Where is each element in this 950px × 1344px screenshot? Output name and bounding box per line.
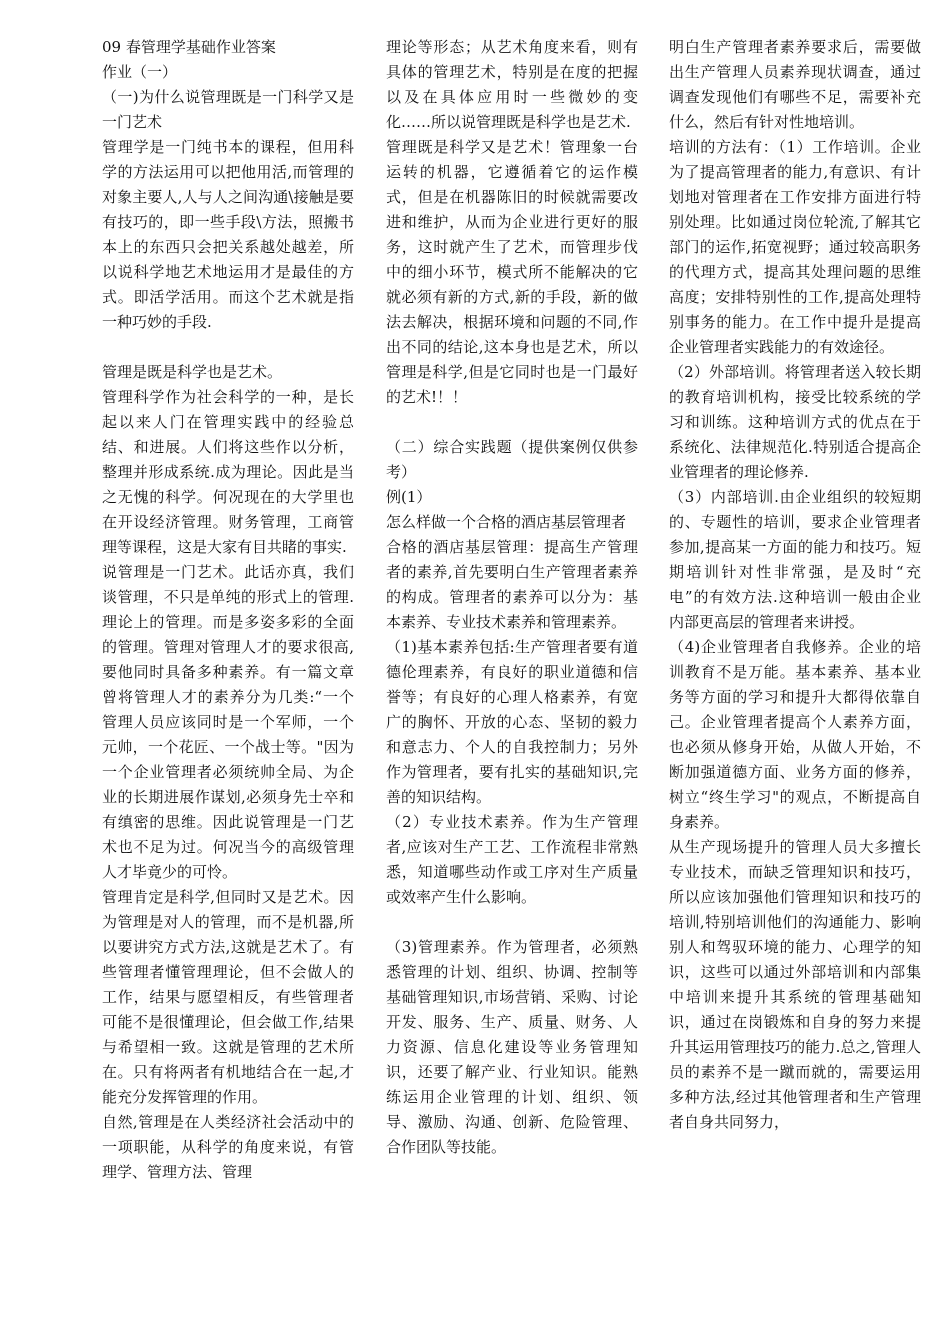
paragraph: 合格的酒店基层管理：提高生产管理者的素养,首先要明白生产管理者素养的构成。管理者的素养可以分为：基本素养、专业技术素养和管理素养。 xyxy=(386,538,638,631)
paragraph: （2）外部培训。将管理者送入较长期的教育培训机构，接受比较系统的学习和训练。这种培训方式的优点在于系统化、法律规范化.特别适合提高企业管理者的理论修养. xyxy=(669,363,921,481)
text-column-right xyxy=(669,35,921,1135)
paragraph: 理论等形态；从艺术角度来看，则有具体的管理艺术，特别是在度的把握以及在具体应用时一些微妙的变化……所以说管理既是科学也是艺术. xyxy=(386,38,638,131)
section-heading: （二）综合实践题（提供案例仅供参考） xyxy=(386,438,638,481)
paragraph: 管理科学作为社会科学的一种，是长起以来人门在管理实践中的经验总结、和进展。人们将这些作以分析，整理并形成系统.成为理论。因此是当之无愧的科学。何况现在的大学里也在开设经济管理。财务管理，工商管理等课程，这是大家有目共睹的事实. xyxy=(102,388,354,556)
text-column-middle xyxy=(386,35,638,1160)
doc-title: 09 春管理学基础作业答案 xyxy=(102,38,276,56)
paragraph: 自然,管理是在人类经济社会活动中的一项职能，从科学的角度来说，有管理学、管理方法、管理 xyxy=(102,1113,354,1181)
paragraph: （2）专业技术素养。作为生产管理者,应该对生产工艺、工作流程非常熟悉，知道哪些动作或工序对生产质量或效率产生什么影响。 xyxy=(386,813,638,906)
assignment-heading: 作业（一） xyxy=(102,63,178,81)
blank-line xyxy=(102,335,354,360)
example-title: 怎么样做一个合格的酒店基层管理者 xyxy=(386,513,627,531)
paragraph: 说管理是一门艺术。此话亦真，我们谈管理，不只是单纯的形式上的管理.理论上的管理。而是多姿多彩的全面的管理。管理对管理人才的要求很高,要他同时具备多种素养。有一篇文章曾将管理人才的素养分为几类:“一个管理人员应该同时是一个军师，一个元帅，一个花匠、一个战士等。"因为一个企业管理者必须统帅全局、为企业的长期进展作谋划,必须身先士卒和有缜密的思维。因此说管理是一门艺术也不足为过。何况当今的高级管理人才毕竟少的可怜。 xyxy=(102,563,354,881)
paragraph: （1)基本素养包括:生产管理者要有道德伦理素养，有良好的职业道德和信誉等；有良好的心理人格素养，有宽广的胸怀、开放的心态、坚韧的毅力和意志力、个人的自我控制力；另外作为管理者，要有扎实的基础知识,完善的知识结构。 xyxy=(386,638,638,806)
paragraph: （4)企业管理者自我修养。企业的培训教育不是万能。基本素养、基本业务等方面的学习和提升大都得依靠自己。企业管理者提高个人素养方面，也必须从修身开始，从做人开始，不断加强道德方面、业务方面的修养，树立“终生学习"的观点，不断提高自身素养。 xyxy=(669,638,921,831)
paragraph: （3）内部培训.由企业组织的较短期的、专题性的培训，要求企业管理者参加,提高某一方面的能力和技巧。短期培训针对性非常强，是及时“充电”的有效方法.这种培训一般由企业内部更高层的管理者来讲授。 xyxy=(669,488,921,631)
text-column-left xyxy=(102,35,354,1185)
blank-line xyxy=(386,910,638,935)
example-label: 例(1） xyxy=(386,488,432,506)
paragraph: 明白生产管理者素养要求后，需要做出生产管理人员素养现状调查，通过调查发现他们有哪些不足，需要补充什么，然后有针对性地培训。 xyxy=(669,38,921,131)
paragraph: 管理学是一门纯书本的课程，但用科学的方法运用可以把他用活,而管理的对象主要人,人与人之间沟通\接触是要有技巧的，即一些手段\方法，照搬书本上的东西只会把关系越处越差，所以说科学地艺术地运用才是最佳的方式。即活学活用。而这个艺术就是指一种巧妙的手段. xyxy=(102,138,354,331)
paragraph: 培训的方法有：（1）工作培训。企业为了提高管理者的能力,有意识、有计划地对管理者在工作安排方面进行特别处理。比如通过岗位轮流,了解其它部门的运作,拓宽视野；通过较高职务的代理方式，提高其处理问题的思维高度；安排特别性的工作,提高处理特别事务的能力。在工作中提升是提高企业管理者实践能力的有效途径。 xyxy=(669,138,921,356)
paragraph: （3)管理素养。作为管理者，必须熟悉管理的计划、组织、协调、控制等基础管理知识,市场营销、采购、讨论开发、服务、生产、质量、财务、人力资源、信息化建设等业务管理知识，还要了解产业、行业知识。能熟练运用企业管理的计划、组织、领导、激励、沟通、创新、危险管理、合作团队等技能。 xyxy=(386,938,638,1156)
paragraph: 从生产现场提升的管理人员大多擅长专业技术，而缺乏管理知识和技巧，所以应该加强他们管理知识和技巧的培训,特别培训他们的沟通能力、影响别人和驾驭环境的能力、心理学的知识，这些可以通过外部培训和内部集中培训来提升其系统的管理基础知识，通过在岗锻炼和自身的努力来提升其运用管理技巧的能力.总之,管理人员的素养不是一蹴而就的，需要运用多种方法,经过其他管理者和生产管理者自身共同努力， xyxy=(669,838,921,1131)
paragraph: 管理既是科学又是艺术！管理象一台运转的机器，它遵循着它的运作模式，但是在机器陈旧的时候就需要改进和维护，从而为企业进行更好的服务，这时就产生了艺术，而管理步伐中的细小环节，模式所不能解决的它就必须有新的方式,新的手段，新的做法去解决，根据环境和问题的不同,作出不同的结论,这本身也是艺术，所以管理是科学,但是它同时也是一门最好的艺术!！！ xyxy=(386,138,638,406)
paragraph: 管理肯定是科学,但同时又是艺术。因为管理是对人的管理，而不是机器,所以要讲究方式方法,这就是艺术了。有些管理者懂管理理论，但不会做人的工作，结果与愿望相反，有些管理者可能不是很懂理论，但会做工作,结果与希望相一致。这就是管理的艺术所在。只有将两者有机地结合在一起,才能充分发挥管理的作用。 xyxy=(102,888,354,1106)
blank-line xyxy=(386,410,638,435)
paragraph: 管理是既是科学也是艺术。 xyxy=(102,363,283,381)
question-heading: （一)为什么说管理既是一门科学又是一门艺术 xyxy=(102,88,354,131)
